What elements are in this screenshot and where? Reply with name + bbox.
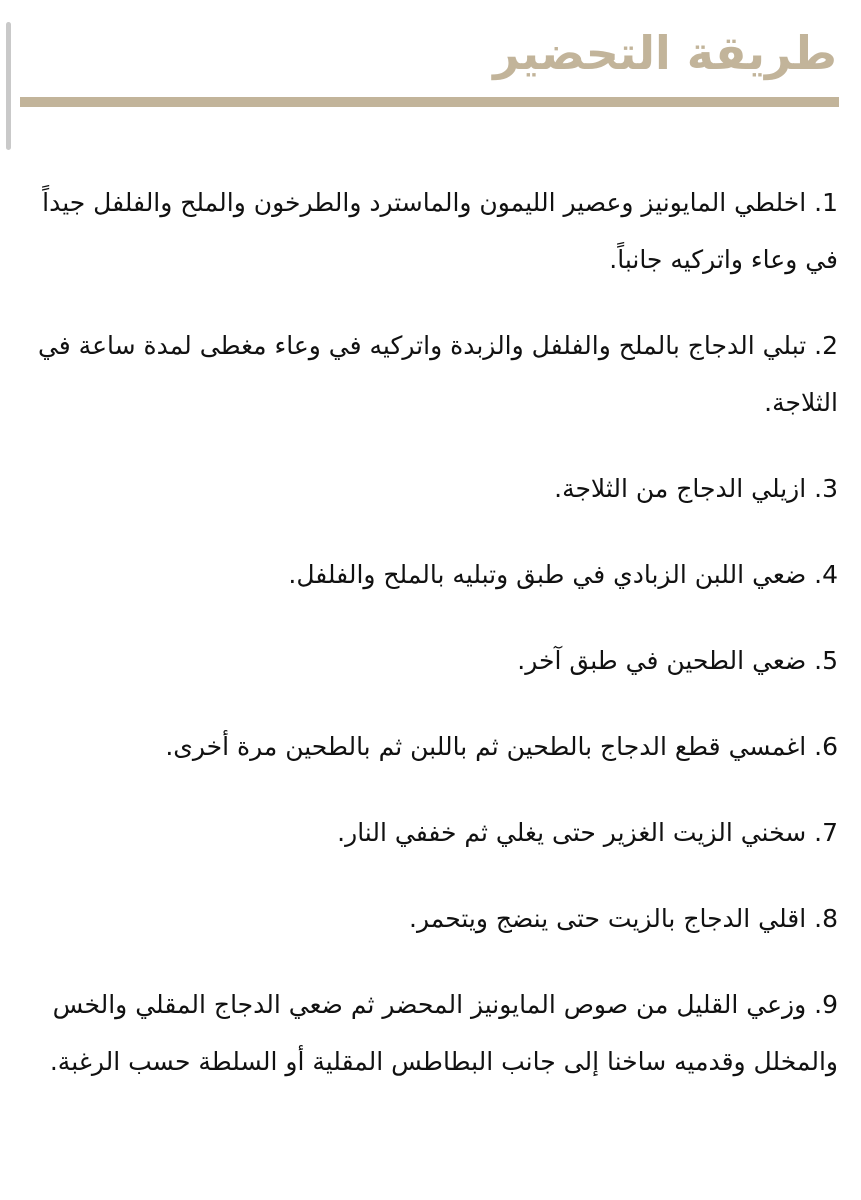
step-6: 6. اغمسي قطع الدجاج بالطحين ثم باللبن ثم بالطحين مرة أخرى. (165, 732, 838, 761)
section-title: طريقة التحضير (493, 26, 837, 80)
step-2: 2. تبلي الدجاج بالملح والفلفل والزبدة واتركيه في وعاء مغطى لمدة ساعة في الثلاجة. (37, 331, 838, 417)
step-5: 5. ضعي الطحين في طبق آخر. (517, 646, 838, 675)
scroll-indicator[interactable] (6, 22, 11, 150)
preparation-steps-list (18, 174, 838, 1119)
step-9: 9. وزعي القليل من صوص المايونيز المحضر ثم ضعي الدجاج المقلي والخس والمخلل وقدميه ساخنا إلى جانب البطاطس المقلية أو السلطة حسب الرغبة. (49, 990, 838, 1076)
step-8: 8. اقلي الدجاج بالزيت حتى ينضج ويتحمر. (409, 904, 838, 933)
title-underline (20, 97, 839, 107)
step-3: 3. ازيلي الدجاج من الثلاجة. (554, 474, 838, 503)
step-1: 1. اخلطي المايونيز وعصير الليمون والماسترد والطرخون والملح والفلفل جيداً في وعاء واتركيه جانباً. (42, 188, 838, 274)
step-7: 7. سخني الزيت الغزير حتى يغلي ثم خففي النار. (337, 818, 838, 847)
step-4: 4. ضعي اللبن الزبادي في طبق وتبليه بالملح والفلفل. (288, 560, 838, 589)
